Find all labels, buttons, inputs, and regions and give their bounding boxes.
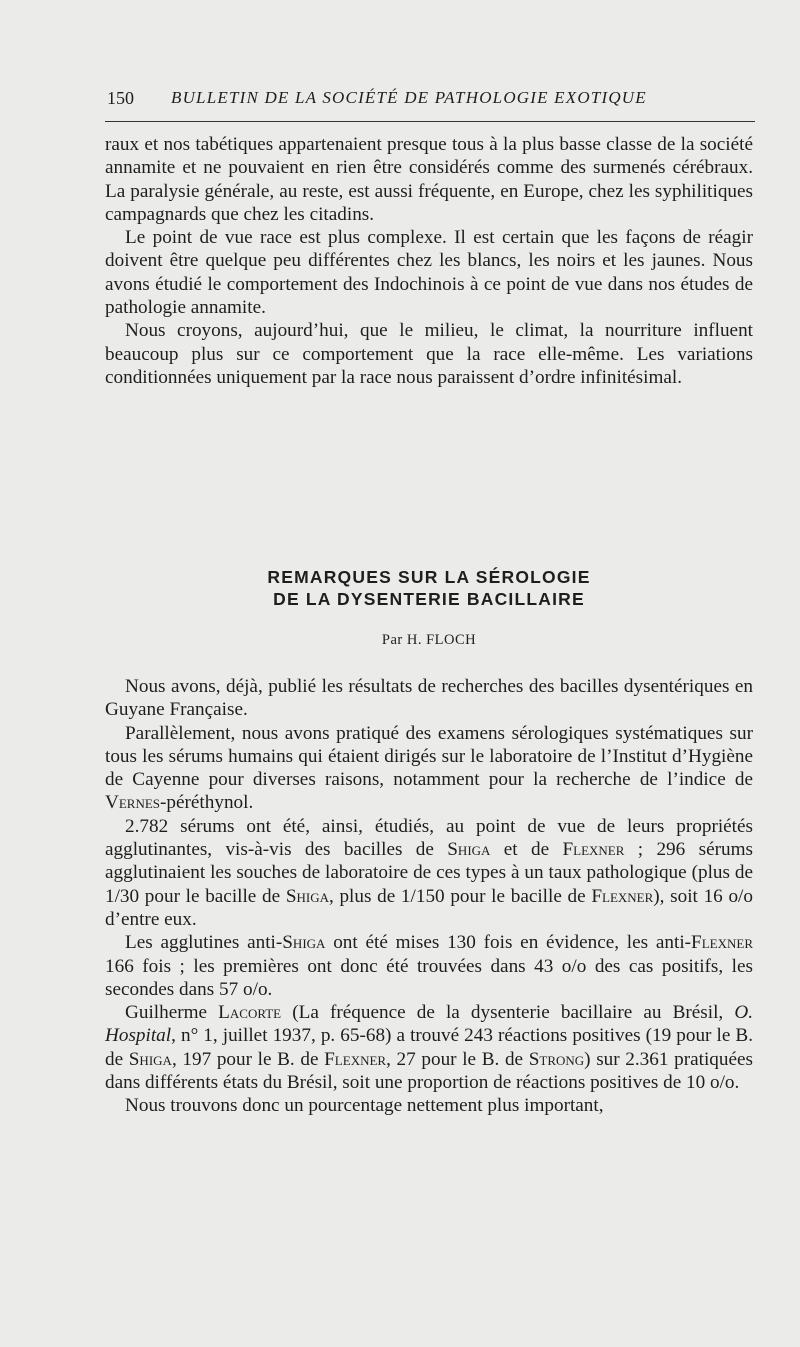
text-run: , 197 pour le B. de bbox=[171, 1048, 325, 1070]
text-run: 2.782 sérums ont été, ainsi, étudiés, au point de vue de leurs propriétés agglutinantes, vis-à-vis des bacilles de bbox=[105, 815, 753, 861]
article-title bbox=[105, 566, 753, 610]
author-name: Shiga bbox=[282, 932, 326, 954]
text-run: 166 fois ; les premières ont donc été trouvées dans 43 o/o des cas positifs, les secondes dans 57 o/o. bbox=[105, 955, 753, 1000]
paragraph: Nous avons, déjà, publié les résultats de recherches des bacilles dysentériques en Guyane Française. bbox=[105, 676, 753, 721]
text-run: ; 296 sérums agglutinaient les souches de laboratoire de ces types à un taux pathologique (plus de 1/30 pour le bacille de bbox=[105, 839, 753, 907]
journal-citation: O. Hospital bbox=[105, 1002, 753, 1047]
running-head bbox=[107, 86, 753, 114]
article-body bbox=[105, 675, 753, 1118]
article-title-line: REMARQUES SUR LA SÉROLOGIE bbox=[267, 567, 591, 587]
paragraph: Nous trouvons donc un pourcentage nettement plus important, bbox=[125, 1095, 604, 1117]
paragraph: raux et nos tabétiques appartenaient presque tous à la plus basse classe de la société annamite et ne pouvaient en rien être considérés comme des surmenés cérébraux. La paralysie générale, au reste, est aussi fréquente, en Europe, chez les syphilitiques campagnards que chez les citadins. bbox=[105, 134, 753, 225]
author-name: Shiga bbox=[285, 885, 329, 907]
text-run: , 27 pour le B. de bbox=[386, 1048, 529, 1070]
previous-article-text bbox=[105, 133, 753, 389]
text-run: ), soit 16 o/o d’entre eux. bbox=[105, 885, 753, 930]
author-name: Flexner bbox=[691, 932, 753, 954]
text-run: Parallèlement, nous avons pratiqué des examens sérologiques systématiques sur tous les sérums humains qui étaient dirigés sur le laboratoire de l’Institut d’Hygiène de Cayenne pour diverses raisons, notamment pour la recherche de l’indice de bbox=[105, 722, 753, 791]
author-name: Flexner bbox=[562, 839, 625, 861]
author-name: Shiga bbox=[447, 839, 491, 861]
text-run: ont été mises 130 fois en évidence, les anti- bbox=[325, 932, 692, 954]
text-run: , plus de 1/150 pour le bacille de bbox=[328, 885, 592, 907]
author-name: Shiga bbox=[128, 1048, 172, 1070]
paragraph bbox=[105, 722, 753, 815]
paragraph: Nous croyons, aujourd’hui, que le milieu, le climat, la nourriture influent beaucoup plus sur ce comportement que la race elle-même. Les variations conditionnées uniquement par la race nous paraissent d’ordre infinitésimal. bbox=[105, 320, 753, 388]
text-run: , n° 1, juillet 1937, p. 65-68) a trouvé 243 réactions positives (19 pour le B. de bbox=[105, 1025, 753, 1070]
journal-title: BULLETIN DE LA SOCIÉTÉ DE PATHOLOGIE EXOTIQUE bbox=[171, 88, 647, 107]
text-run: (La fréquence de la dysenterie bacillaire au Brésil, bbox=[281, 1002, 735, 1024]
header-rule bbox=[105, 121, 755, 122]
author-byline: Par H. FLOCH bbox=[381, 632, 477, 648]
author-name: Lacorte bbox=[218, 1002, 282, 1024]
paragraph bbox=[105, 931, 753, 1001]
page-number: 150 bbox=[107, 88, 134, 108]
author-name: Flexner bbox=[324, 1048, 387, 1070]
article-title-line: DE LA DYSENTERIE BACILLAIRE bbox=[273, 589, 585, 609]
paragraph bbox=[105, 815, 753, 931]
text-run: Les agglutines anti- bbox=[125, 932, 283, 954]
text-run: ) sur 2.361 pratiquées dans différents états du Brésil, soit une proportion de réactions positives de 10 o/o. bbox=[105, 1048, 753, 1094]
author-name: Vernes bbox=[105, 792, 161, 814]
text-run: et de bbox=[490, 839, 563, 861]
text-run: -péréthynol. bbox=[160, 792, 254, 814]
text-run: Guilherme bbox=[125, 1002, 219, 1024]
paragraph: Le point de vue race est plus complexe. Il est certain que les façons de réagir doivent être quelque peu différentes chez les blancs, les noirs et les jaunes. Nous avons étudié le comportement des Indochinois à ce point de vue dans nos études de pathologie annamite. bbox=[105, 227, 753, 319]
paragraph bbox=[105, 1001, 753, 1094]
author-name: Flexner bbox=[591, 885, 654, 907]
author-name: Strong bbox=[528, 1048, 585, 1070]
